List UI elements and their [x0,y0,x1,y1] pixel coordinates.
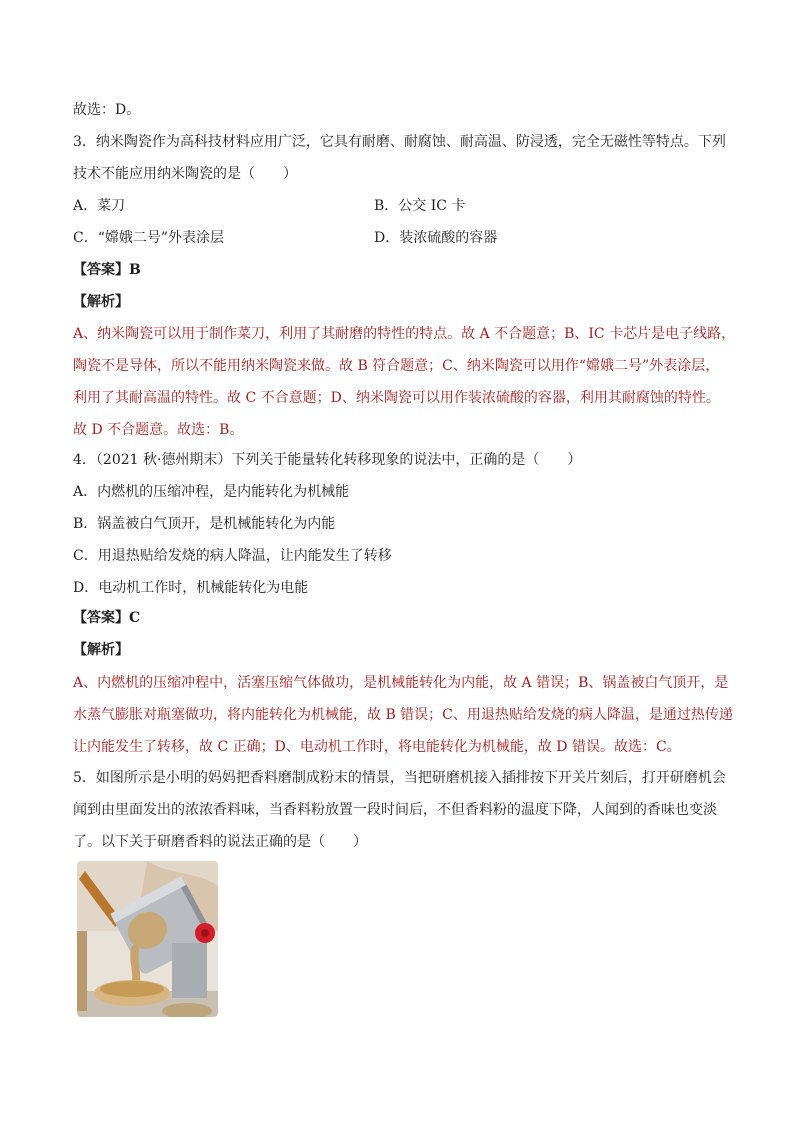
question-3-stem-line1: 3．纳米陶瓷作为高科技材料应用广泛，它具有耐磨、耐腐蚀、耐高温、防浸透，完全无磁性等特点。下列 [73,134,726,150]
question-4-option-c: C．用退热贴给发烧的病人降温，让内能发生了转移 [73,548,392,564]
spice-grinder-photo [77,861,218,1017]
question-3-analysis-heading: 【解析】 [73,294,129,310]
question-4-analysis-heading: 【解析】 [73,642,129,658]
question-3-analysis-line4: 故 D 不合题意。故选：B。 [73,422,244,438]
question-3-analysis-line1: A、纳米陶瓷可以用于制作菜刀，利用了其耐磨的特性的特点。故 A 不合题意；B、IC 卡芯片是电子线路， [73,326,736,342]
question-4-answer: 【答案】C [73,610,141,626]
question-3-analysis-line2: 陶瓷不是导体，所以不能用纳米陶瓷来做。故 B 符合题意；C、纳米陶瓷可以用作“嫦娥二号”外表涂层， [73,358,720,374]
question-5-stem-line3: 了。以下关于研磨香料的说法正确的是（ ） [73,834,367,850]
question-4-option-d: D．电动机工作时，机械能转化为电能 [73,580,309,596]
question-3-option-d: D．装浓硫酸的容器 [374,230,498,246]
question-3-analysis-line3: 利用了其耐高温的特性。故 C 不合意题；D、纳米陶瓷可以用作装浓硫酸的容器，利用其耐腐蚀的特性。 [73,390,720,406]
question-4-analysis-line2: 水蒸气膨胀对瓶塞做功，将内能转化为机械能，故 B 错误；C、用退热贴给发烧的病人降温，是通过热传递 [73,707,733,723]
question-4-stem: 4．（2021 秋·德州期末）下列关于能量转化转移现象的说法中，正确的是（ ） [73,452,582,468]
question-4-analysis-line1: A、内燃机的压缩冲程中，活塞压缩气体做功，是机械能转化为内能，故 A 错误；B、锅盖被白气顶开，是 [73,675,729,691]
question-4-option-a: A．内燃机的压缩冲程，是内能转化为机械能 [73,484,350,500]
question-3-stem-line2: 技术不能应用纳米陶瓷的是（ ） [73,166,297,182]
spice-grinder-illustration [77,861,218,1017]
question-5-stem-line2: 闻到由里面发出的浓浓香料味，当香料粉放置一段时间后，不但香料粉的温度下降，人闻到的香味也变淡 [73,802,717,818]
question-3-option-a: A．菜刀 [73,198,126,214]
question-5-stem-line1: 5．如图所示是小明的妈妈把香料磨制成粉末的情景，当把研磨机接入插排按下开关片刻后，打开研磨机会 [73,770,726,786]
question-3-answer: 【答案】B [73,262,141,278]
question-4-option-b: B．锅盖被白气顶开，是机械能转化为内能 [73,516,336,532]
question-3-option-b: B．公交 IC 卡 [374,198,466,214]
question-4-analysis-line3: 让内能发生了转移，故 C 正确；D、电动机工作时，将电能转化为机械能，故 D 错误。故选：C。 [73,739,681,755]
question-3-option-c: C．“嫦娥二号”外表涂层 [73,230,225,246]
prev-conclusion: 故选：D。 [73,102,141,118]
